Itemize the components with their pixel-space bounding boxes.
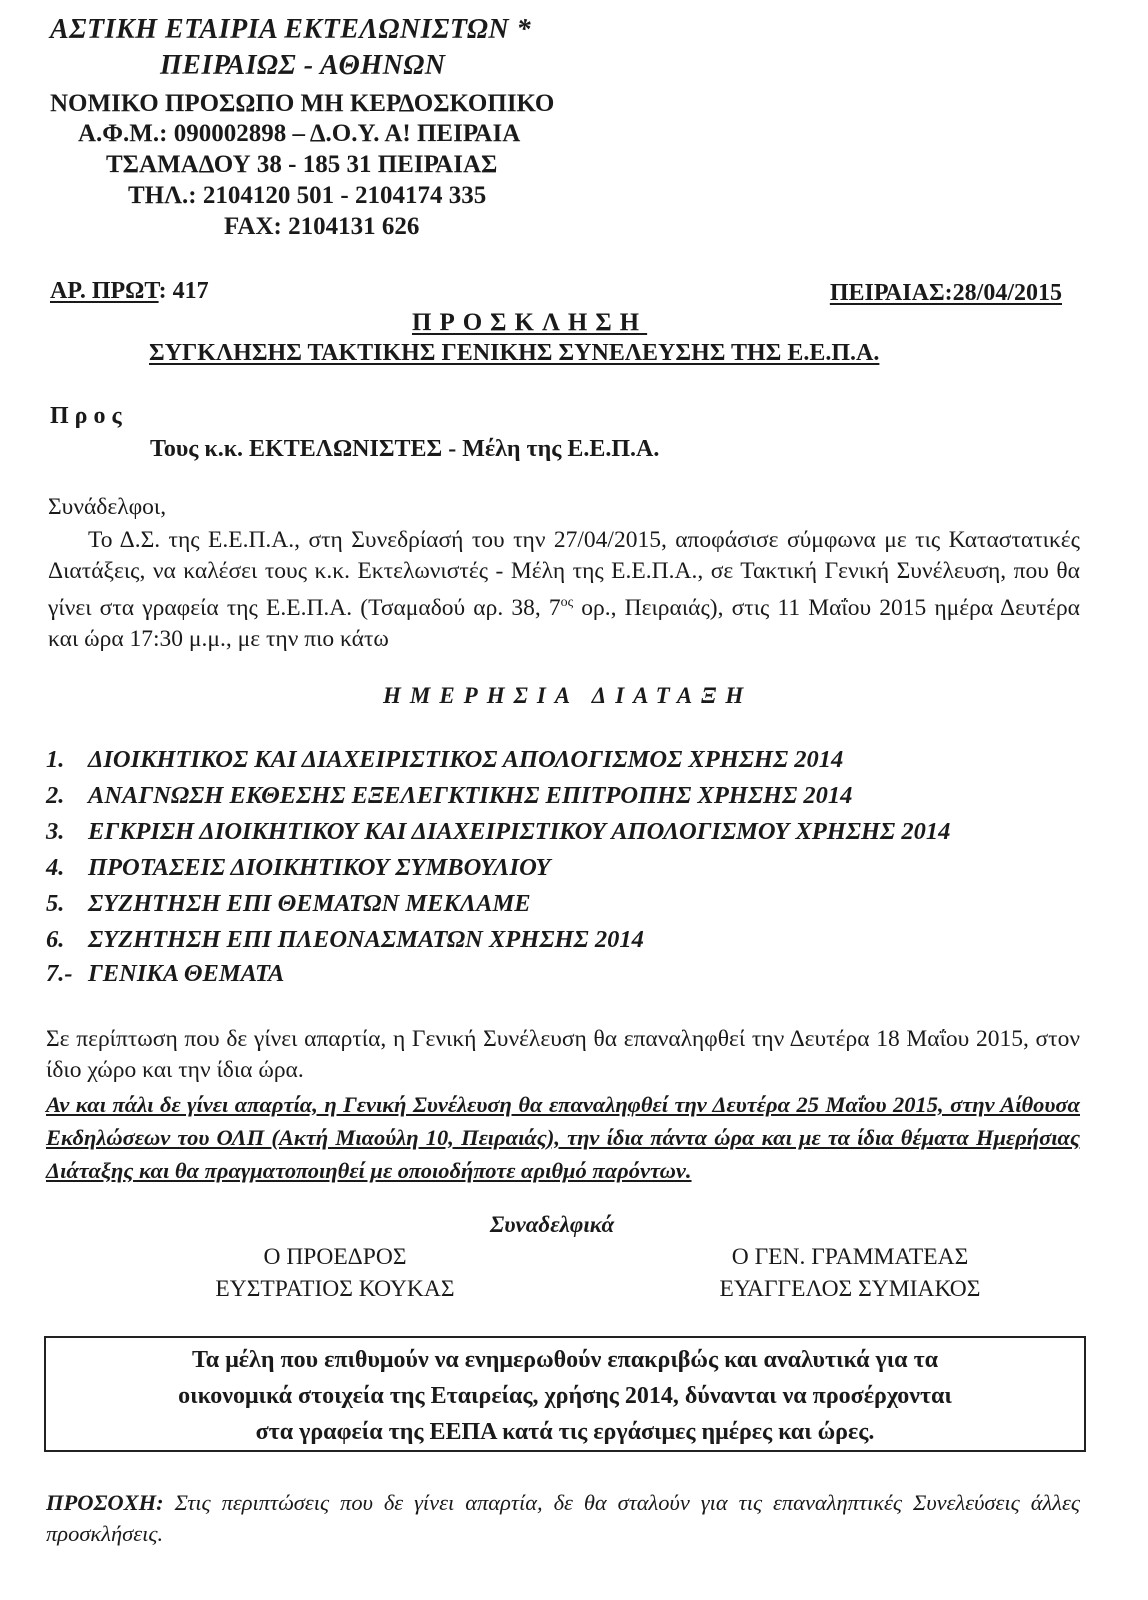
agenda-item: 7.- ΓΕΝΙΚΑ ΘΕΜΑΤΑ — [46, 960, 285, 987]
agenda-item: 6. ΣΥΖΗΤΗΣΗ ΕΠΙ ΠΛΕΟΝΑΣΜΑΤΩΝ ΧΡΗΣΗΣ 2014 — [46, 926, 644, 953]
secretary-name: ΕΥΑΓΓΕΛΟΣ ΣΥΜΙΑΚΟΣ — [719, 1276, 981, 1302]
org-name-line2: ΠΕΙΡΑΙΩΣ - ΑΘΗΝΩΝ — [160, 50, 446, 81]
agenda-item: 4. ΠΡΟΤΑΣΕΙΣ ΔΙΟΙΚΗΤΙΚΟΥ ΣΥΜΒΟΥΛΙΟΥ — [46, 854, 551, 881]
to-recipients: Τους κ.κ. ΕΚΤΕΛΩΝΙΣΤΕΣ - Μέλη της Ε.Ε.Π.Α. — [150, 436, 660, 462]
notice-line: Τα μέλη που επιθυμούν να ενημερωθούν επακριβώς και αναλυτικά για τα — [191, 1347, 939, 1373]
body-text-end: ορ., Πειραιάς), στις 11 Μαΐου 2015 ημέρα Δευτέρα και ώρα 17:30 μ.μ., με την πιο κάτω — [48, 594, 1080, 652]
org-name-line1: ΑΣΤΙΚΗ ΕΤΑΙΡΙΑ ΕΚΤΕΛΩΝΙΣΤΩΝ * — [50, 14, 532, 45]
second-repeat-paragraph: Αν και πάλι δε γίνει απαρτία, η Γενική Συνέλευση θα επαναληφθεί την Δευτέρα 25 Μαΐου 2015, στην Αίθουσα Εκδηλώσεων του ΟΛΠ (Ακτή Μιαούλη 10, Πειραιάς), την ίδια πάντα ώρα και με τα ίδια θέματα Ημερήσιας Διάταξης και θα πραγματοποιηθεί με οποιοδήποτε αριθμό παρόντων. — [46, 1092, 1080, 1183]
fax: FAX: 2104131 626 — [224, 213, 420, 240]
document-subtitle: ΣΥΓΚΛΗΣΗΣ ΤΑΚΤΙΚΗΣ ΓΕΝΙΚΗΣ ΣΥΝΕΛΕΥΣΗΣ ΤΗΣ Ε.Ε.Π.Α. — [149, 340, 880, 366]
protocol-label: ΑΡ. ΠΡΩΤ — [50, 278, 159, 304]
notice-line: στα γραφεία της ΕΕΠΑ κατά τις εργάσιμες ημέρες και ώρες. — [255, 1419, 875, 1445]
agenda-item: 1. ΔΙΟΙΚΗΤΙΚΟΣ ΚΑΙ ΔΙΑΧΕΙΡΙΣΤΙΚΟΣ ΑΠΟΛΟΓΙΣΜΟΣ ΧΡΗΣΗΣ 2014 — [46, 746, 844, 773]
president-title: Ο ΠΡΟΕΔΡΟΣ — [263, 1244, 407, 1270]
agenda-item: 5. ΣΥΖΗΤΗΣΗ ΕΠΙ ΘΕΜΑΤΩΝ ΜΕΚΛΑΜΕ — [46, 890, 531, 917]
president-name: ΕΥΣΤΡΑΤΙΟΣ ΚΟΥΚΑΣ — [215, 1276, 455, 1302]
to-label: Π ρ ο ς — [50, 403, 122, 429]
floor-superscript: ος — [560, 595, 574, 610]
secretary-title: Ο ΓΕΝ. ΓΡΑΜΜΑΤΕΑΣ — [731, 1244, 969, 1270]
attention-note — [46, 1487, 1080, 1549]
place-date: ΠΕΙΡΑΙΑΣ:28/04/2015 — [829, 280, 1062, 306]
phone: ΤΗΛ.: 2104120 501 - 2104174 335 — [128, 182, 487, 209]
attention-text: Στις περιπτώσεις που δε γίνει απαρτία, δε θα σταλούν για τις επαναληπτικές Συνελεύσεις άλλες προσκλήσεις. — [46, 1490, 1080, 1546]
org-type: ΝΟΜΙΚΟ ΠΡΟΣΩΠΟ ΜΗ ΚΕΡΔΟΣΚΟΠΙΚΟ — [50, 90, 555, 117]
tax-id: Α.Φ.Μ.: 090002898 – Δ.Ο.Υ. Α! ΠΕΙΡΑΙΑ — [78, 120, 521, 147]
agenda-item: 2. ΑΝΑΓΝΩΣΗ ΕΚΘΕΣΗΣ ΕΞΕΛΕΓΚΤΙΚΗΣ ΕΠΙΤΡΟΠΗΣ ΧΡΗΣΗΣ 2014 — [46, 782, 853, 809]
protocol-value: : 417 — [158, 278, 209, 304]
notice-line: οικονομικά στοιχεία της Εταιρείας, χρήσης 2014, δύνανται να προσέρχονται — [178, 1383, 952, 1409]
protocol-number — [50, 278, 209, 305]
body-text-main: Το Δ.Σ. της Ε.Ε.Π.Α., στη Συνεδρίασή του την 27/04/2015, αποφάσισε σύμφωνα με τις Καταστατικές Διατάξεις, να καλέσει τους κ.κ. Εκτελωνιστές - Μέλη της Ε.Ε.Π.Α., σε Τακτική Γενική Συνέλευση, που θα γίνει στα γραφεία της Ε.Ε.Π.Α. (Τσαμαδού αρ. 38, 7 — [48, 527, 1080, 621]
notice-box — [44, 1336, 1086, 1452]
address: ΤΣΑΜΑΔΟΥ 38 - 185 31 ΠΕΙΡΑΙΑΣ — [106, 151, 498, 178]
document-title: ΠΡΟΣΚΛΗΣΗ — [412, 309, 648, 336]
body-paragraph — [48, 525, 1080, 655]
agenda-heading: ΗΜΕΡΗΣΙΑ ΔΙΑΤΑΞΗ — [383, 683, 753, 708]
greeting: Συνάδελφοι, — [48, 494, 167, 520]
quorum-paragraph: Σε περίπτωση που δε γίνει απαρτία, η Γενική Συνέλευση θα επαναληφθεί την Δευτέρα 18 Μαΐου 2015, στον ίδιο χώρο και την ίδια ώρα. — [46, 1026, 1080, 1083]
attention-label: ΠΡΟΣΟΧΗ: — [46, 1490, 164, 1515]
salutation: Συναδελφικά — [490, 1212, 615, 1237]
agenda-item: 3. ΕΓΚΡΙΣΗ ΔΙΟΙΚΗΤΙΚΟΥ ΚΑΙ ΔΙΑΧΕΙΡΙΣΤΙΚΟΥ ΑΠΟΛΟΓΙΣΜΟΥ ΧΡΗΣΗΣ 2014 — [46, 818, 951, 845]
